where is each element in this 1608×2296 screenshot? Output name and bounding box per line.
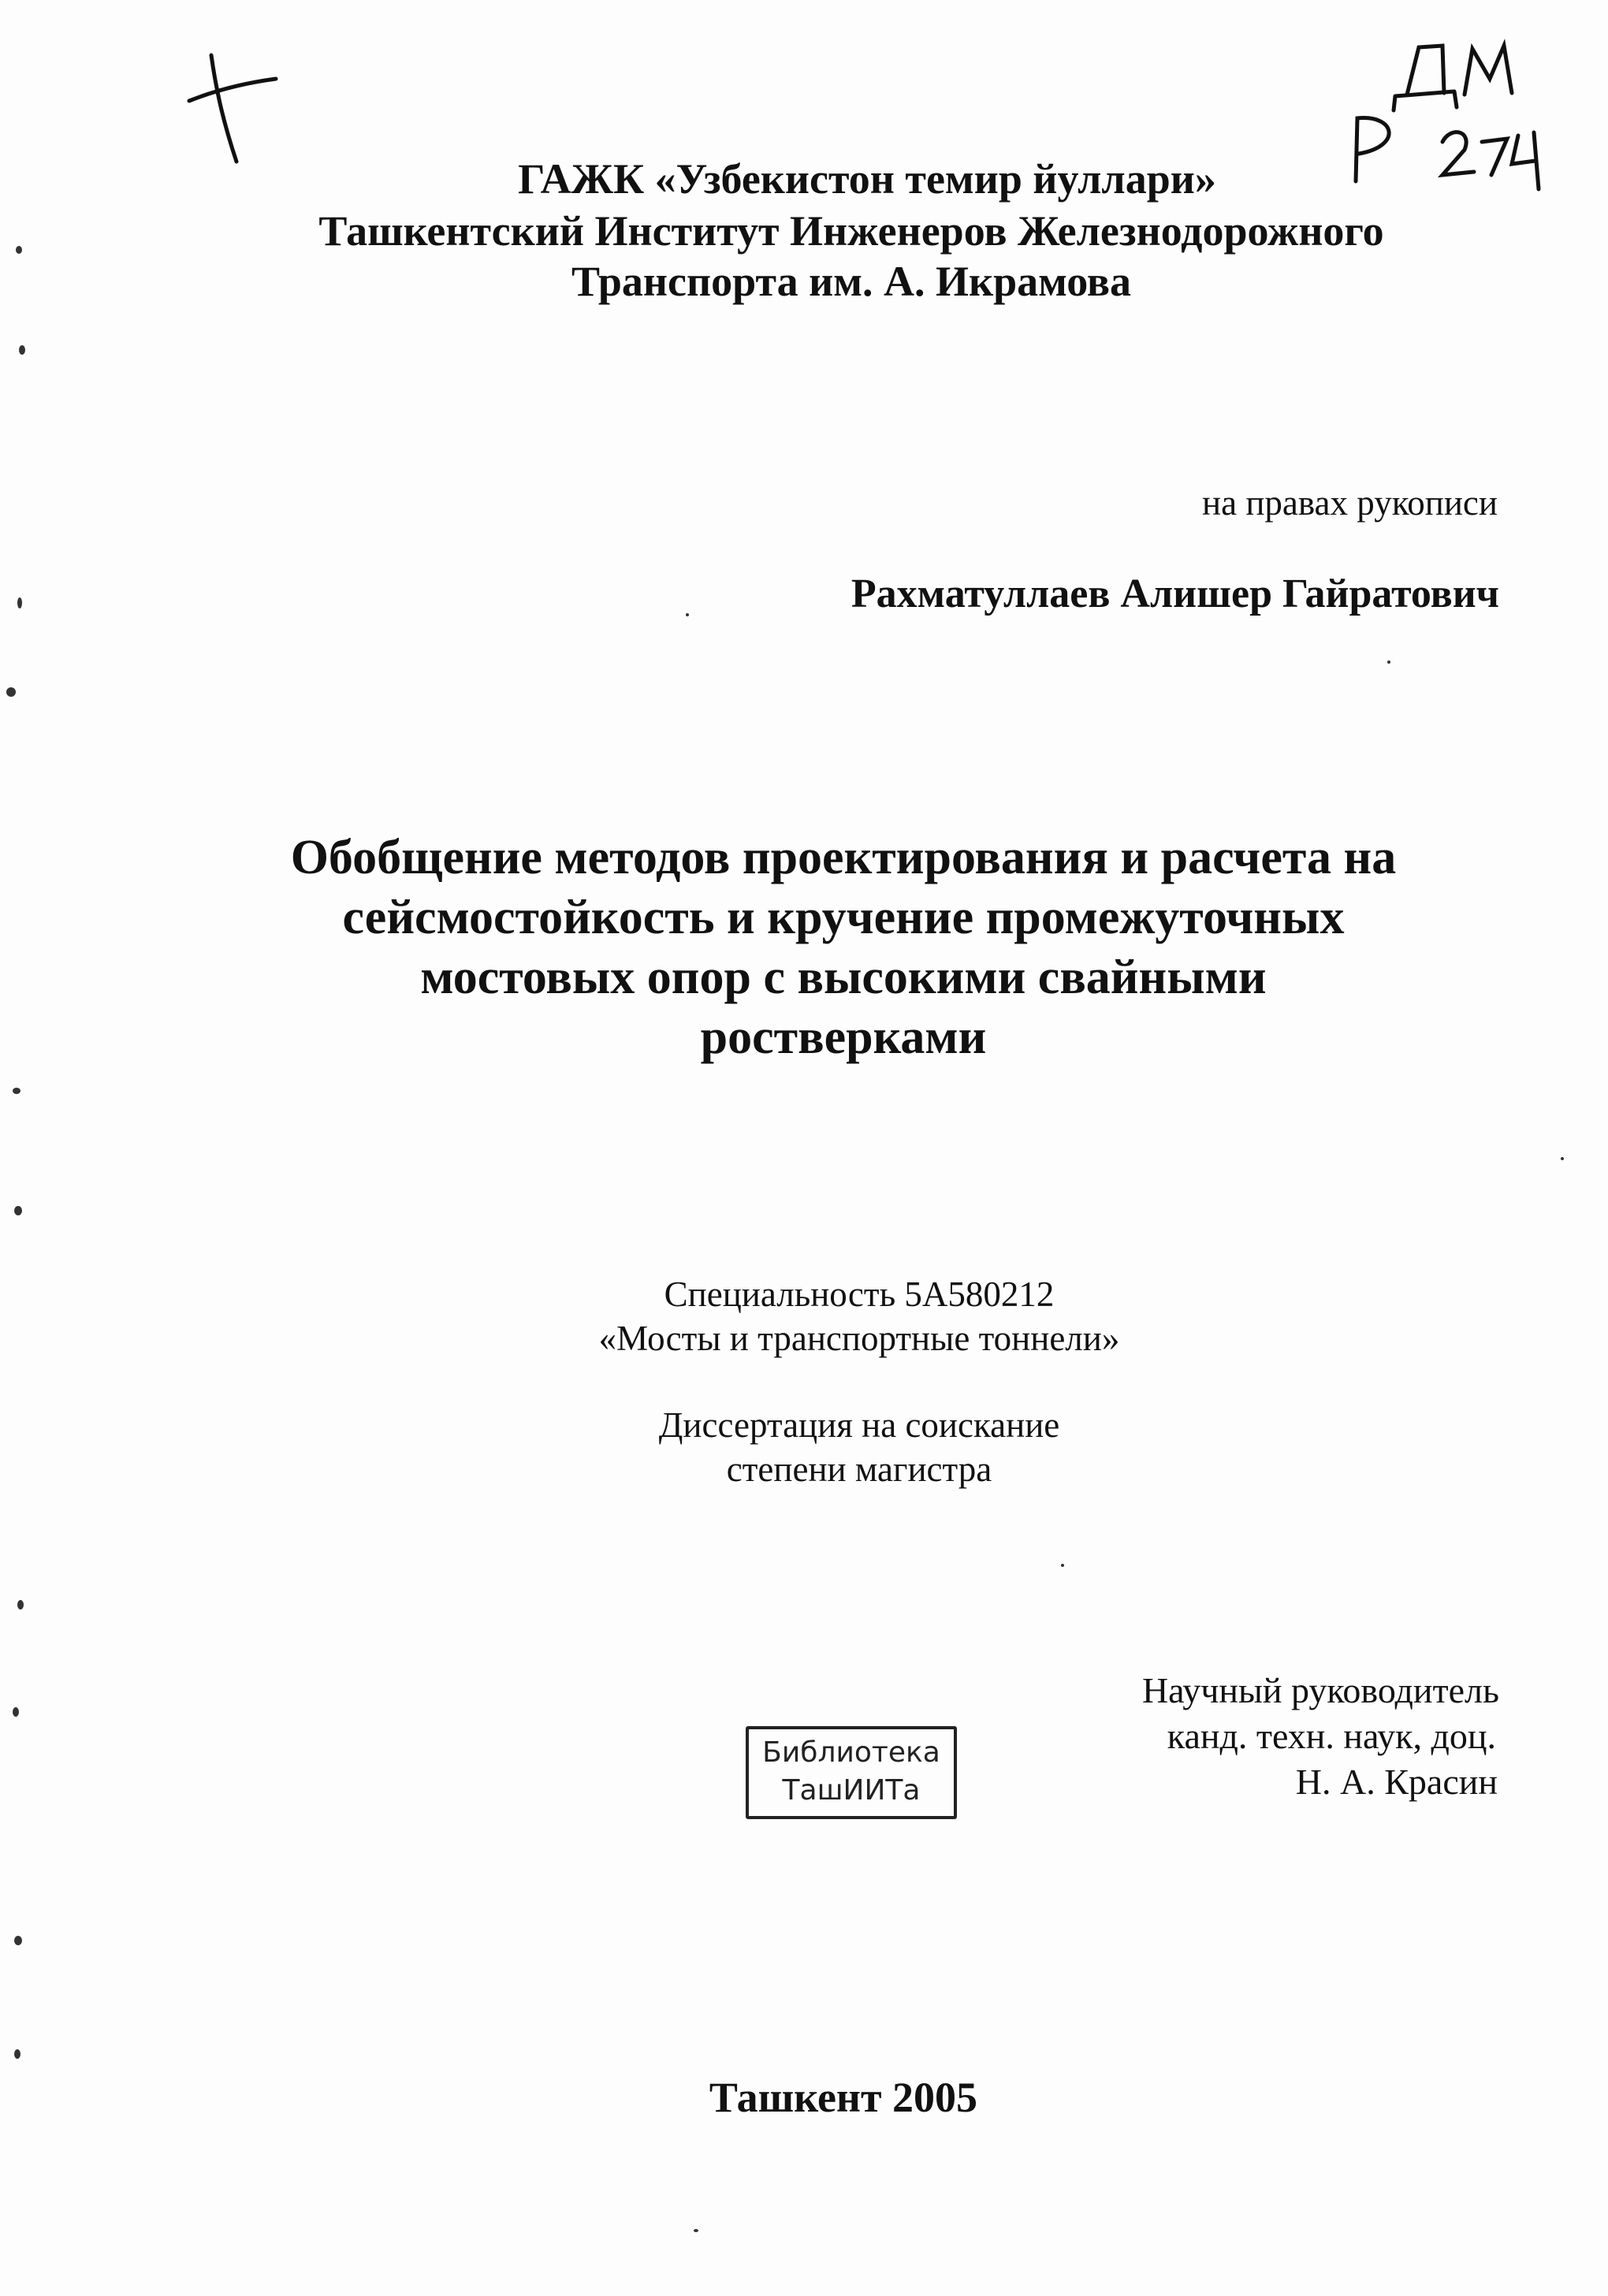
- scan-speck: [14, 1936, 22, 1945]
- header-institute: Ташкентский Институт Инженеров Железнодорожного: [318, 207, 1384, 255]
- library-stamp: [746, 1726, 957, 1819]
- scan-speck: [13, 1088, 20, 1094]
- scan-speck: [13, 1707, 19, 1717]
- stamp-line-1: Библиотека: [762, 1736, 940, 1769]
- supervisor-role: Научный руководитель: [1141, 1670, 1499, 1710]
- degree-line-2: степени магистра: [726, 1449, 992, 1489]
- rights-note: на правах рукописи: [1202, 483, 1498, 523]
- scan-speck: [17, 1600, 24, 1609]
- supervisor-name: Н. А. Красин: [1295, 1762, 1498, 1802]
- scan-speck: [1387, 661, 1390, 664]
- degree-line-1: Диссертация на соискание: [658, 1405, 1060, 1445]
- scan-speck: [17, 597, 22, 608]
- scan-speck: [6, 687, 16, 697]
- scan-speck: [686, 613, 689, 616]
- dissertation-title-line-1: Обобщение методов проектирования и расчета на: [290, 831, 1397, 884]
- header-institute-name: Транспорта им. А. Икрамова: [571, 258, 1132, 305]
- dissertation-title-line-4: ростверками: [700, 1010, 987, 1064]
- scan-speck: [694, 2229, 698, 2232]
- dissertation-title-line-2: сейсмостойкость и кручение промежуточных: [342, 891, 1345, 944]
- stamp-line-2: ТашИИТа: [782, 1774, 921, 1807]
- specialty-name: «Мосты и транспортные тоннели»: [598, 1319, 1120, 1358]
- city-year: Ташкент 2005: [709, 2074, 978, 2121]
- supervisor-rank: канд. техн. наук, доц.: [1167, 1716, 1496, 1756]
- scan-speck: [14, 2049, 20, 2059]
- scan-speck: [14, 1206, 22, 1215]
- scan-speck: [1561, 1157, 1564, 1160]
- scan-speck: [19, 345, 25, 355]
- author-name: Рахматуллаев Алишер Гайратович: [851, 571, 1499, 616]
- dissertation-title-line-3: мостовых опор с высокими свайными: [420, 951, 1267, 1004]
- scan-speck: [1061, 1564, 1064, 1567]
- specialty-code: Специальность 5А580212: [664, 1275, 1055, 1314]
- scan-speck: [16, 246, 22, 254]
- header-organization: ГАЖК «Узбекистон темир йуллари»: [518, 155, 1216, 203]
